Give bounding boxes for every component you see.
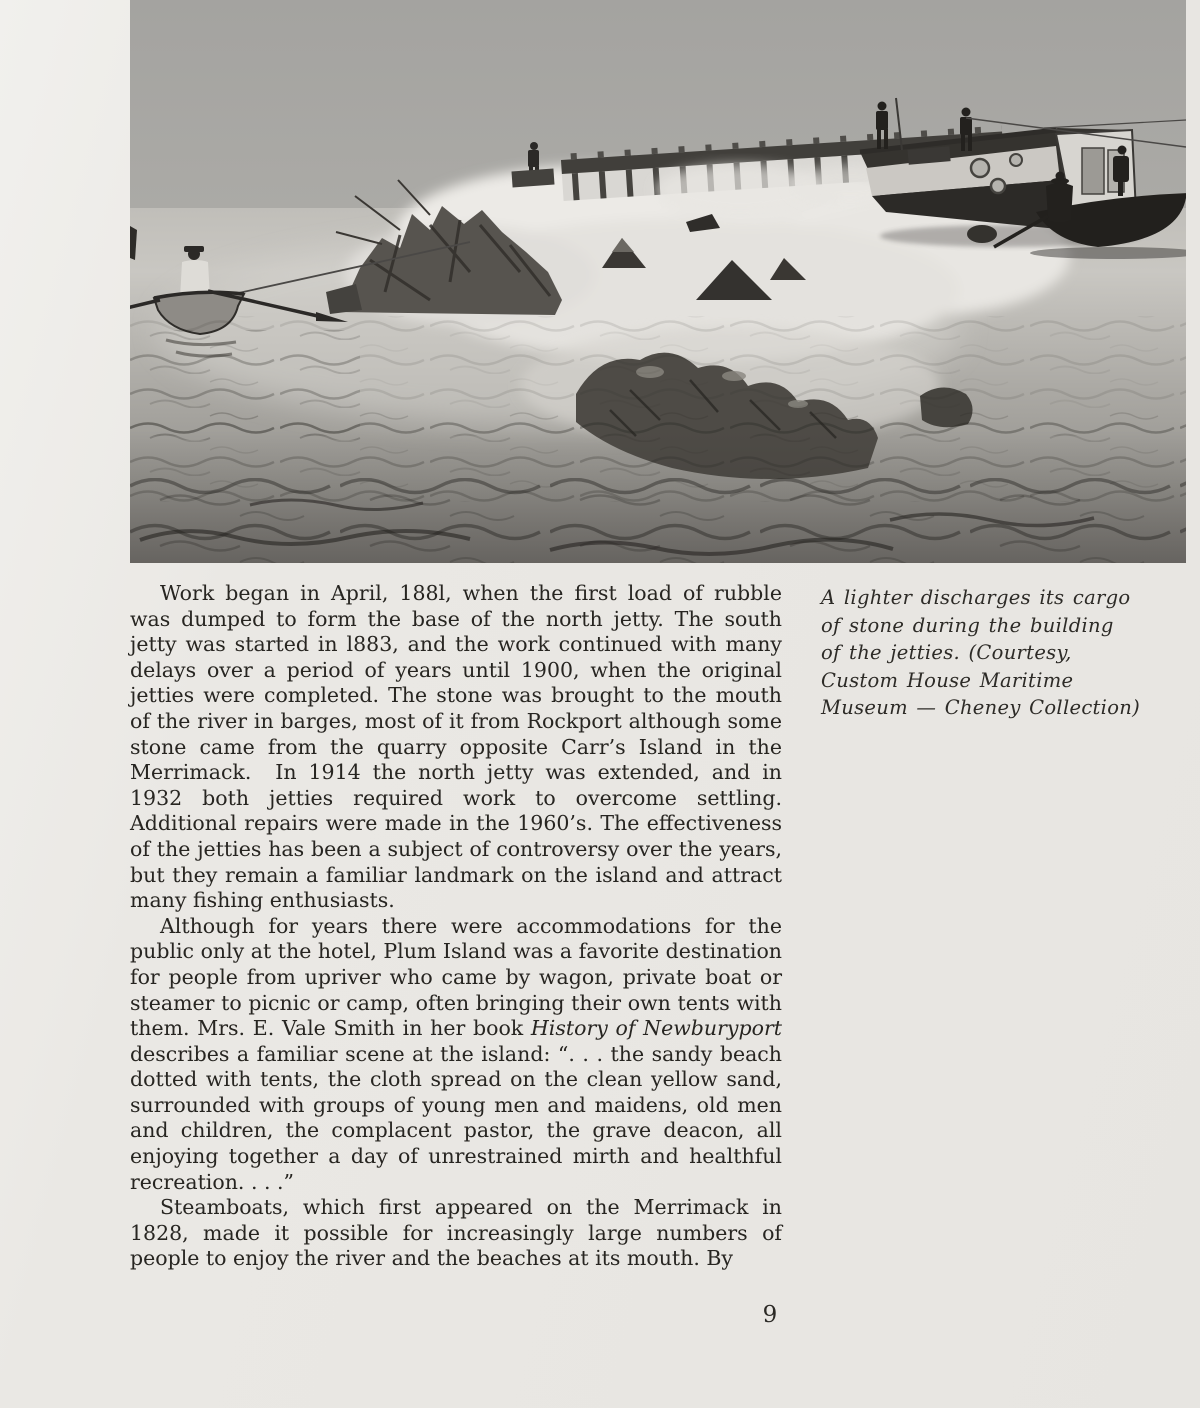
paragraph-steamboats: Steamboats, which first appeared on the Merrimack in 1828, made it possible for increasingly large numbers of people to enjoy the river and the beaches at its mouth. By [130, 1195, 782, 1271]
photo-figure [130, 0, 1186, 563]
page-number: 9 [762, 1302, 778, 1328]
photo-caption: A lighter discharges its cargo of stone during the building of the jetties. (Courtesy, Custom House Maritime Museum — Cheney Collection) [821, 586, 1141, 719]
paragraph-plum-island: Although for years there were accommodations for the public only at the hotel, Plum Island was a favorite destination for people from upriver who came by wagon, private boat or steamer to picnic or camp, often bringing their own tents with them. Mrs. E. Vale Smith in her book History of Newburyport describes a familiar scene at the island: “. . . the sandy beach dotted with tents, the cloth spread on the clean yellow sand, surrounded with groups of young men and maidens, old men and children, the complacent pastor, the grave deacon, all enjoying together a day of unrestrained mirth and healthful recreation. . . .” [130, 913, 783, 1194]
body-text-column [130, 581, 782, 1272]
photo-illustration [130, 0, 1186, 563]
paragraph-jetty-history: Work began in April, 188l, when the first load of rubble was dumped to form the base of the north jetty. The south jetty was started in l883, and the work continued with many delays over a period of years until 1900, when the original jetties were completed. The stone was brought to the mouth of the river in barges, most of it from Rockport although some stone came from the quarry opposite Carr’s Island in the Merrimack. In 1914 the north jetty was extended, and in 1932 both jetties required work to overcome settling. Additional repairs were made in the 1960’s. The effectiveness of the jetties has been a subject of controversy over the years, but they remain a familiar landmark on the island and attract many fishing enthusiasts. [130, 581, 782, 913]
book-title-italic: History of Newburyport [530, 1016, 783, 1041]
